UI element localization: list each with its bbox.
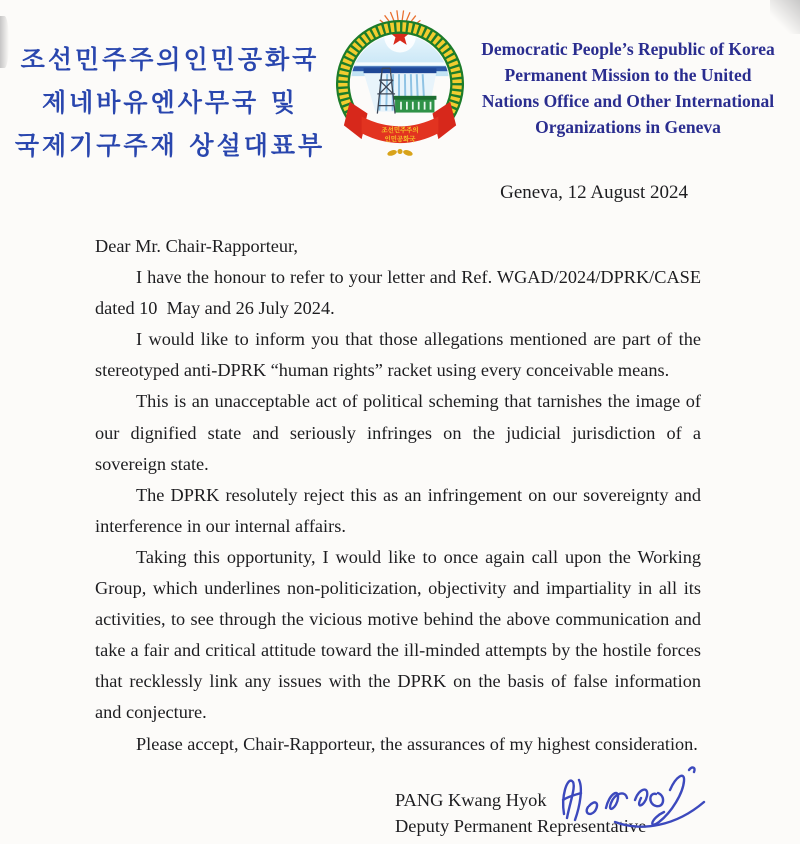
dateline: Geneva, 12 August 2024 <box>500 182 688 203</box>
korean-line-3: 국제기구주재 상설대표부 <box>14 131 326 160</box>
signature-handwriting-icon <box>552 760 722 838</box>
signature-ink <box>552 760 722 843</box>
emblem-ribbon-text-line-2: 인민공화국 <box>384 135 416 144</box>
paragraph-1: I have the honour to refer to your letter and Ref. WGAD/2024/DPRK/CASE dated 10 May and 26 July 2024. <box>95 267 701 319</box>
paragraph-2: I would like to inform you that those allegations mentioned are part of the stereotyped anti-DPRK “human rights” racket using every conceivable means. <box>95 329 701 381</box>
english-line-1: Democratic People’s Republic of Korea <box>481 39 775 59</box>
paragraph-5: Taking this opportunity, I would like to once again call upon the Working Group, which underlines non-politicization, objectivity and impartiality in all its activities, to see through the vicious motive behind the above communication and take a fair and critical attitude toward the ill-minded attempts by the hostile forces that recklessly link any issues with the DPRK on the basis of false information and conjecture. <box>95 546 701 723</box>
english-line-2: Permanent Mission to the United <box>504 65 752 85</box>
english-line-3: Nations Office and Other International <box>481 91 775 111</box>
english-mission-name <box>462 36 794 140</box>
paragraph-6: Please accept, Chair-Rapporteur, the assurances of my highest consideration. <box>136 733 698 754</box>
scan-artifact-top-left <box>0 16 9 68</box>
letter-body <box>95 231 701 760</box>
english-line-4: Organizations in Geneva <box>535 117 721 137</box>
closing-name: PANG Kwang Hyok <box>395 790 547 810</box>
salutation: Dear Mr. Chair-Rapporteur, <box>95 236 298 256</box>
paragraph-3: This is an unacceptable act of political scheming that tarnishes the image of our dignified state and seriously infringes on the judicial jurisdiction of a sovereign state. <box>95 391 701 474</box>
korean-line-1: 조선민주주의인민공화국 <box>20 45 320 74</box>
emblem-ribbon-text-line-1: 조선민주주의 <box>381 126 419 135</box>
paragraph-4: The DPRK resolutely reject this as an infringement on our sovereignty and interference in our internal affairs. <box>95 484 701 536</box>
dprk-emblem-graphic <box>336 5 464 163</box>
closing-title: Deputy Permanent Representative <box>395 816 647 836</box>
emblem-bow <box>387 149 414 157</box>
korean-line-2: 제네바유엔사무국 및 <box>41 88 299 117</box>
scan-artifact-top-right <box>770 0 800 34</box>
korean-mission-name <box>12 38 328 167</box>
dprk-emblem <box>336 5 464 168</box>
